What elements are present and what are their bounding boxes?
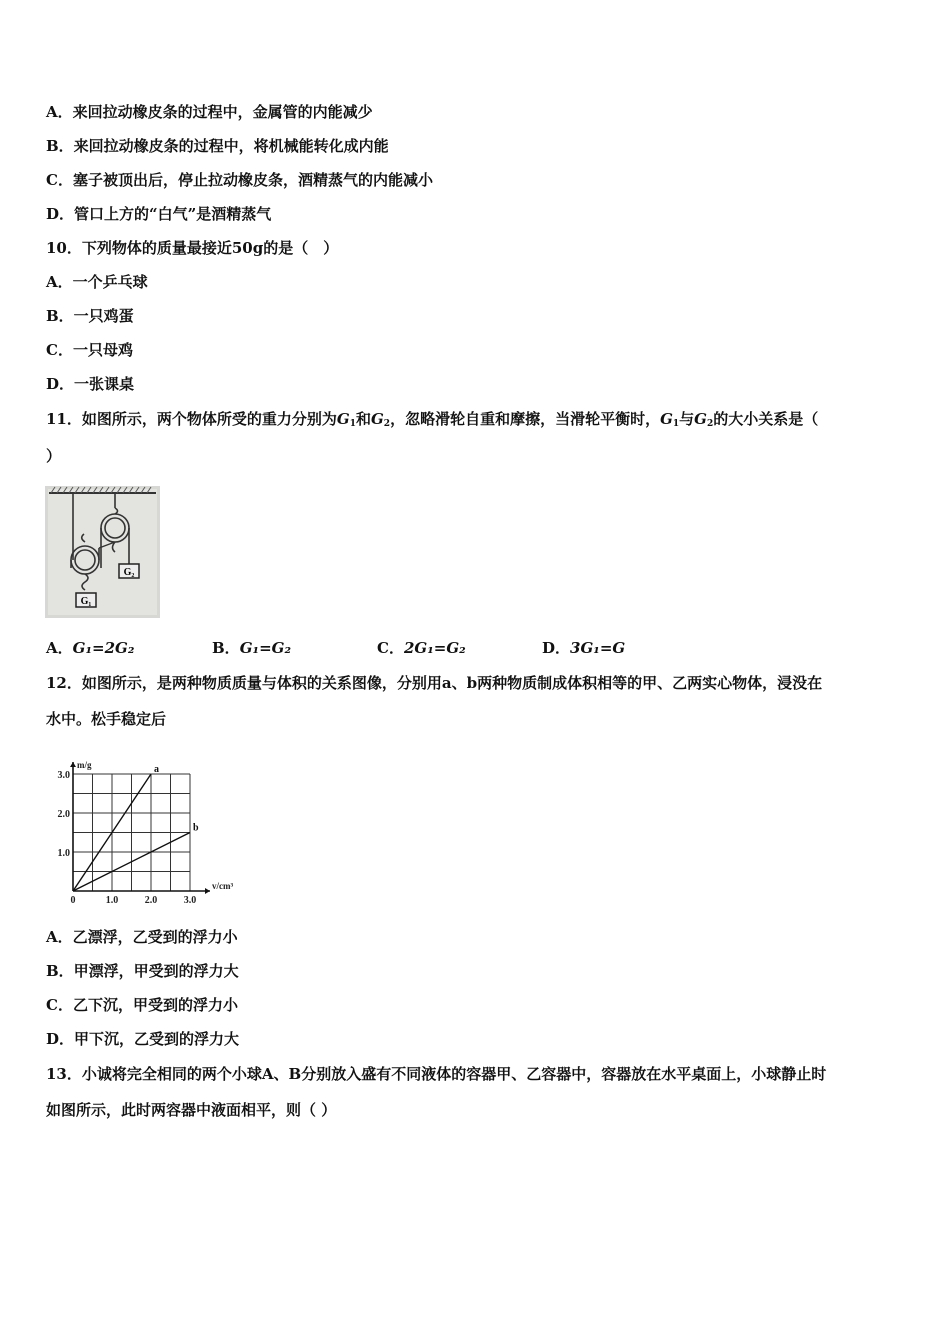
pulley-label-g1: G₁ xyxy=(80,596,92,607)
q9-option-d: D．管口上方的“白气”是酒精蒸气 xyxy=(46,205,272,223)
pulley-label-g2: G₂ xyxy=(123,567,135,578)
q10-stem: 10．下列物体的质量最接近50g的是（ ） xyxy=(46,239,339,257)
q11-options xyxy=(46,638,766,658)
series-label-a: a xyxy=(154,764,159,775)
x-tick-label: 1.0 xyxy=(105,895,119,906)
y-axis-label: m/g xyxy=(77,760,92,770)
y-tick-label: 2.0 xyxy=(57,809,70,820)
mass-volume-chart xyxy=(44,752,244,912)
q12-option-c: C．乙下沉，甲受到的浮力小 xyxy=(46,996,238,1014)
q9-option-a: A．来回拉动橡皮条的过程中，金属管的内能减少 xyxy=(46,103,373,121)
q12-stem-line1: 12．如图所示，是两种物质质量与体积的关系图像，分别用a、b两种物质制成体积相等的甲、乙两实心物体，浸没在 xyxy=(46,674,823,692)
pulley-diagram xyxy=(45,486,160,618)
q9-option-c: C．塞子被顶出后，停止拉动橡皮条，酒精蒸气的内能减小 xyxy=(46,171,433,189)
x-axis-label: v/cm³ xyxy=(212,881,234,891)
q12-option-d: D．甲下沉，乙受到的浮力大 xyxy=(46,1030,240,1048)
x-axis-arrow xyxy=(205,888,210,894)
q12-stem-line2: 水中。松手稳定后 xyxy=(46,710,167,728)
chart-axes xyxy=(70,762,210,894)
q10-option-a: A．一个乒乓球 xyxy=(46,273,148,291)
q11-stem-line2: ） xyxy=(46,447,62,465)
q11-option-b: B．G₁=G₂ xyxy=(212,639,292,657)
q13-stem-line2: 如图所示，此时两容器中液面相平，则（ ） xyxy=(46,1101,337,1119)
q9-option-b: B．来回拉动橡皮条的过程中，将机械能转化成内能 xyxy=(46,137,389,155)
x-tick-label: 0 xyxy=(70,895,76,906)
x-tick-label: 3.0 xyxy=(183,895,197,906)
q12-option-b: B．甲漂浮，甲受到的浮力大 xyxy=(46,962,239,980)
q11-stem: 11．如图所示，两个物体所受的重力分别为$G_1$和$G_2$，忽略滑轮自重和摩擦，当滑轮平衡时，$G_1$与$G_2$的大小关系是（ xyxy=(46,410,819,429)
q12-option-a: A．乙漂浮，乙受到的浮力小 xyxy=(46,928,238,946)
q11-option-c: C．2G₁=G₂ xyxy=(377,639,466,657)
y-tick-label: 3.0 xyxy=(57,770,70,781)
q13-stem-line1: 13．小诚将完全相同的两个小球A、B分别放入盛有不同液体的容器甲、乙容器中，容器放在水平桌面上，小球静止时 xyxy=(46,1065,827,1083)
q10-option-d: D．一张课桌 xyxy=(46,375,135,393)
q10-option-b: B．一只鸡蛋 xyxy=(46,307,134,325)
q11-option-d: D．3G₁=G xyxy=(542,639,626,657)
series-label-b: b xyxy=(193,822,199,834)
y-axis-arrow xyxy=(70,762,76,767)
q10-option-c: C．一只母鸡 xyxy=(46,341,133,359)
q11-option-a: A．G₁=2G₂ xyxy=(46,639,135,657)
chart-grid xyxy=(73,774,190,891)
y-tick-label: 1.0 xyxy=(57,848,70,859)
x-tick-label: 2.0 xyxy=(144,895,158,906)
